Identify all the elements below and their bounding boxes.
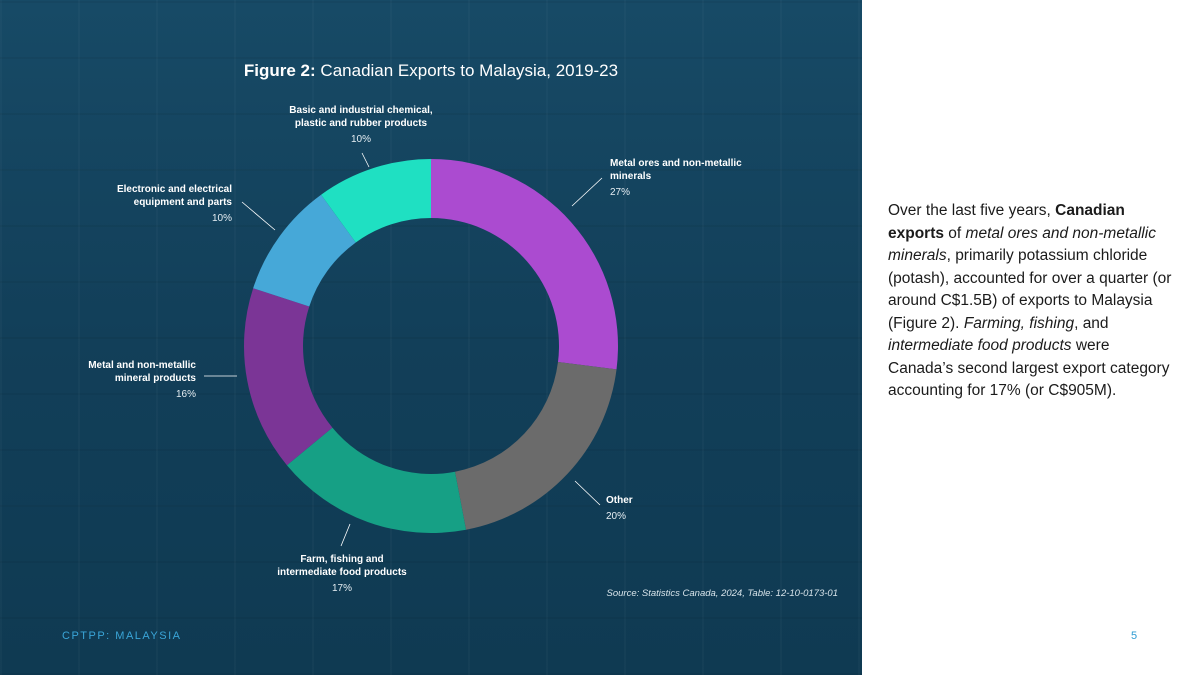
label-line: equipment and parts — [133, 197, 232, 208]
donut-slice-farm — [287, 428, 466, 533]
slice-label-metal-products — [40, 359, 196, 401]
text-run: , and — [1074, 314, 1109, 332]
text-run-italic: metal ores and non-metallic minerals — [888, 224, 1156, 264]
slice-label-metal-ores — [610, 157, 742, 199]
figure-title-text: Canadian Exports to Malaysia, 2019-23 — [320, 61, 619, 80]
footer-report-title: CPTPP: MALAYSIA — [62, 630, 182, 642]
label-line: Farm, fishing and — [300, 554, 384, 565]
donut-slice-other — [455, 362, 617, 530]
figure-title-bold: Figure 2: — [243, 61, 316, 80]
slice-label-other — [606, 494, 633, 523]
text-run-bold: Canadian exports — [888, 202, 1125, 242]
label-line: Basic and industrial chemical, — [289, 105, 433, 116]
leader-line-metal-ores — [572, 178, 602, 206]
slice-pct: 10% — [211, 213, 232, 224]
leader-line-electronic — [242, 202, 275, 230]
slice-pct: 10% — [350, 134, 371, 145]
slice-pct: 20% — [606, 511, 627, 522]
label-line: Electronic and electrical — [116, 184, 232, 195]
label-line: Metal and non-metallic — [88, 360, 196, 371]
page-number: 5 — [1131, 630, 1138, 642]
slice-pct: 16% — [175, 389, 196, 400]
text-run-italic: Farming, fishing — [963, 314, 1075, 332]
text-run: were Canada’s second largest export category accounting for 17% (or C$905M). — [888, 337, 1170, 399]
label-line: intermediate food products — [277, 567, 407, 578]
label-line: plastic and rubber products — [294, 118, 428, 129]
label-line: Other — [606, 495, 633, 506]
label-line: mineral products — [114, 373, 196, 384]
slice-pct: 27% — [610, 187, 631, 198]
side-paragraph — [888, 200, 1173, 403]
slice-label-farm — [262, 553, 422, 595]
label-line: minerals — [610, 171, 652, 182]
slice-pct: 17% — [331, 583, 352, 594]
text-run: , primarily potassium chloride (potash), accounted for over a quarter (or around C$1.5B) of exports to Malaysia (Figure 2). — [888, 247, 1172, 332]
text-run: Over the last five years, — [888, 202, 1056, 219]
source-note: Source: Statistics Canada, 2024, Table: 12-10-0173-01 — [606, 588, 838, 599]
donut-slice-metal-ores — [431, 159, 618, 369]
leader-line-other — [575, 481, 600, 505]
text-run: of — [944, 224, 966, 242]
leader-line-farm — [341, 524, 350, 546]
label-line: Metal ores and non-metallic — [610, 158, 742, 169]
leader-line-chemical — [362, 153, 369, 167]
text-run-italic: intermediate food products — [888, 337, 1072, 354]
slice-label-chemical — [270, 104, 452, 146]
slice-label-electronic — [72, 183, 232, 225]
